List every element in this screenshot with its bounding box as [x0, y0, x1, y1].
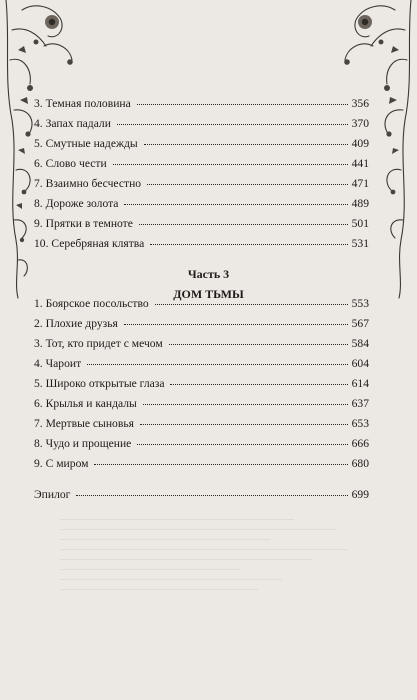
- dot-leader: [155, 304, 348, 305]
- part-title: ДОМ ТЬМЫ: [173, 287, 244, 301]
- toc-entry-page: 567: [351, 317, 369, 330]
- toc-entry-title: 10. Серебряная клятва: [34, 237, 145, 250]
- dot-leader: [94, 464, 347, 465]
- dot-leader: [143, 404, 348, 405]
- toc-entry: [34, 398, 369, 418]
- toc-entry: [34, 118, 369, 138]
- toc-entry: [34, 358, 369, 378]
- toc-entry-page: 637: [351, 397, 369, 410]
- dot-leader: [170, 384, 347, 385]
- toc-entry-title: Эпилог: [34, 488, 71, 501]
- dot-leader: [147, 184, 348, 185]
- toc-entry: [34, 438, 369, 458]
- toc-entry: [34, 198, 369, 218]
- dot-leader: [124, 204, 347, 205]
- toc-entry-title: 7. Взаимно бесчестно: [34, 177, 142, 190]
- toc-entry: [34, 218, 369, 238]
- toc-entry-title: 6. Слово чести: [34, 157, 107, 170]
- dot-leader: [150, 244, 347, 245]
- toc-entry: [34, 489, 369, 509]
- toc-entry-page: 370: [351, 117, 369, 130]
- toc-entry-title: 6. Крылья и кандалы: [34, 397, 137, 410]
- toc-entry-page: 489: [351, 197, 369, 210]
- toc-entry-title: 5. Смутные надежды: [34, 137, 138, 150]
- toc-entry-page: 356: [351, 97, 369, 110]
- toc-entry-page: 604: [351, 357, 369, 370]
- toc-entry-page: 653: [351, 417, 369, 430]
- toc-entry-title: 4. Запах падали: [34, 117, 111, 130]
- dot-leader: [76, 495, 347, 496]
- toc-part3-list: [34, 298, 369, 478]
- toc-entry: [34, 98, 369, 118]
- toc-entry: [34, 318, 369, 338]
- dot-leader: [169, 344, 348, 345]
- toc-entry: [34, 458, 369, 478]
- dot-leader: [140, 424, 348, 425]
- toc-part2-list: [34, 98, 369, 258]
- toc-entry-title: 7. Мертвые сыновья: [34, 417, 134, 430]
- toc-entry-title: 9. Прятки в темноте: [34, 217, 133, 230]
- toc-entry-title: 2. Плохие друзья: [34, 317, 118, 330]
- toc-entry-title: 4. Чароит: [34, 357, 82, 370]
- dot-leader: [124, 324, 348, 325]
- toc-entry: [34, 138, 369, 158]
- toc-entry: [34, 238, 369, 258]
- part-label: Часть 3: [187, 267, 230, 281]
- toc-entry-page: 584: [351, 337, 369, 350]
- toc-entry-title: 5. Широко открытые глаза: [34, 377, 165, 390]
- toc-entry-page: 409: [351, 137, 369, 150]
- toc-entry: [34, 378, 369, 398]
- toc-entry-title: 1. Боярское посольство: [34, 297, 149, 310]
- toc-entry-page: 531: [351, 237, 369, 250]
- dot-leader: [113, 164, 348, 165]
- dot-leader: [137, 444, 347, 445]
- dot-leader: [139, 224, 348, 225]
- toc-entry-page: 614: [351, 377, 369, 390]
- toc-entry: [34, 158, 369, 178]
- dot-leader: [87, 364, 347, 365]
- toc-entry-page: 699: [351, 488, 369, 501]
- show-through-print: [60, 510, 360, 650]
- toc-entry-title: 3. Тот, кто придет с мечом: [34, 337, 163, 350]
- toc-entry-title: 3. Темная половина: [34, 97, 131, 110]
- toc-entry: [34, 298, 369, 318]
- toc-entry: [34, 418, 369, 438]
- toc-entry-page: 501: [351, 217, 369, 230]
- dot-leader: [117, 124, 348, 125]
- toc-entry: [34, 338, 369, 358]
- toc-epilogue: [34, 489, 369, 509]
- toc-entry-title: 9. С миром: [34, 457, 89, 470]
- dot-leader: [137, 104, 348, 105]
- toc-entry-title: 8. Дороже золота: [34, 197, 119, 210]
- toc-entry-page: 441: [351, 157, 369, 170]
- toc-entry-page: 666: [351, 437, 369, 450]
- toc-entry-page: 553: [351, 297, 369, 310]
- toc-entry: [34, 178, 369, 198]
- toc-entry-page: 680: [351, 457, 369, 470]
- dot-leader: [144, 144, 348, 145]
- toc-entry-title: 8. Чудо и прощение: [34, 437, 132, 450]
- toc-entry-page: 471: [351, 177, 369, 190]
